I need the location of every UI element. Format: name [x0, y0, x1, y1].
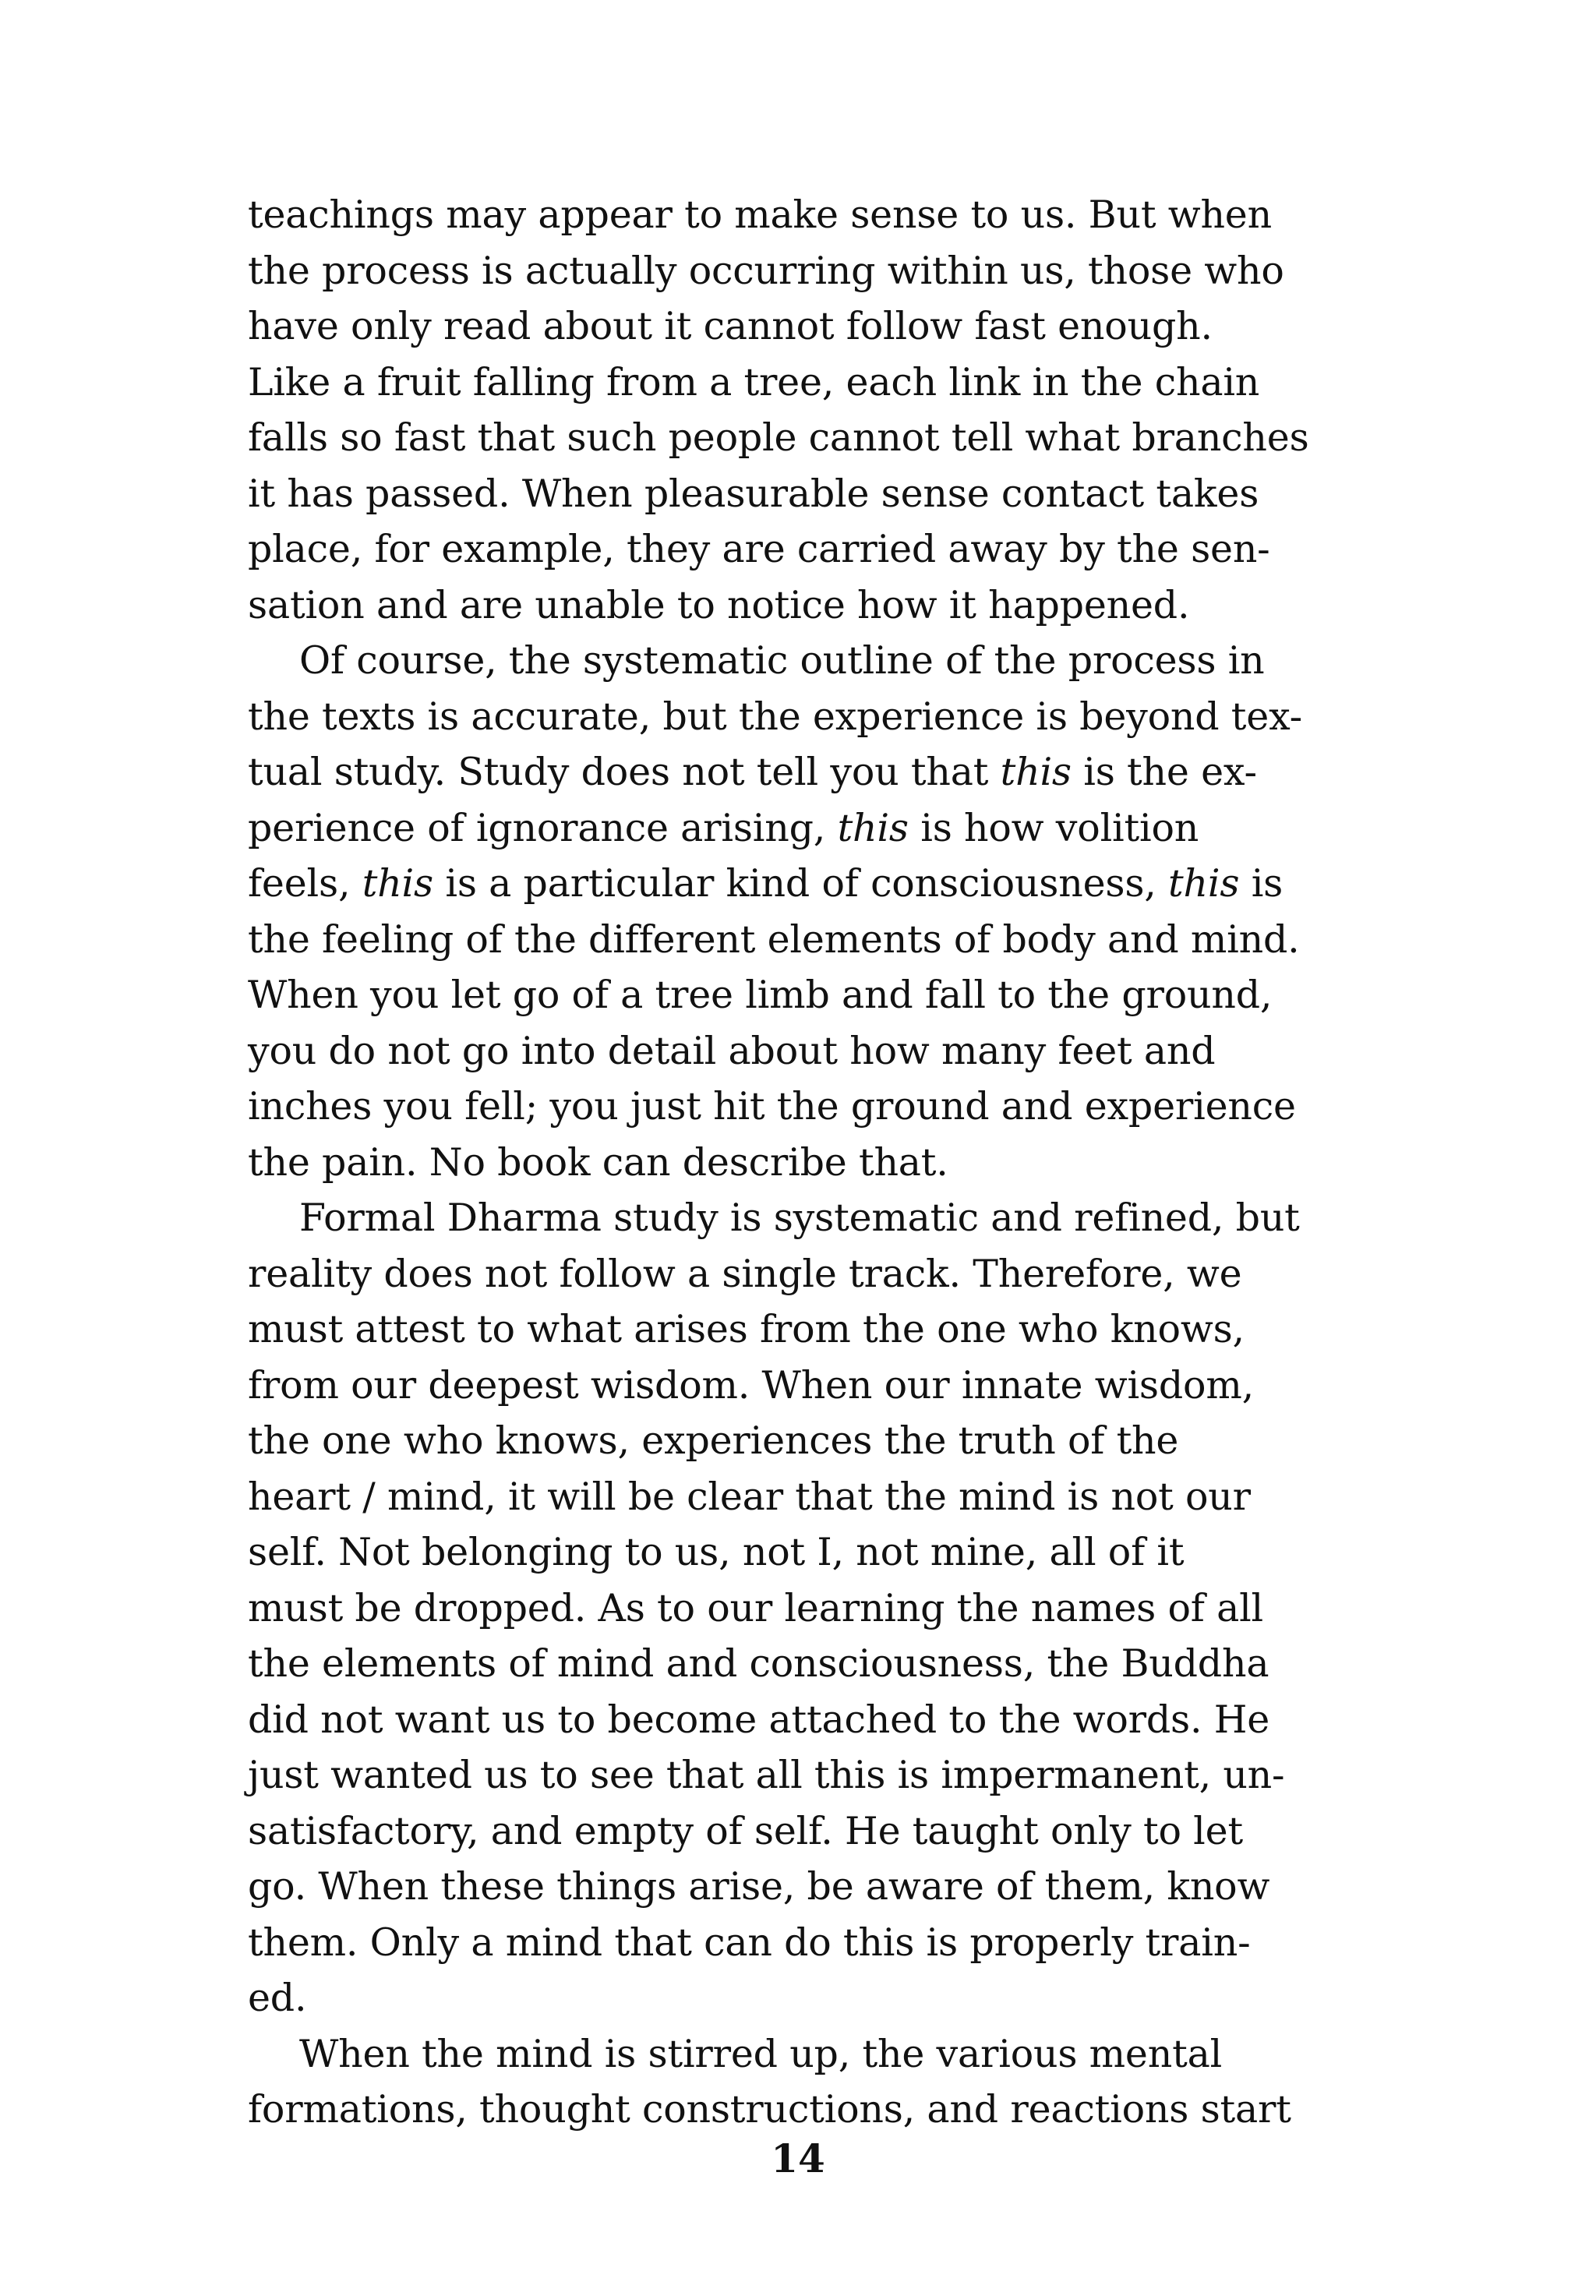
text-line: Of course, the systematic outline of the process in	[299, 638, 1265, 683]
text-line: ed.	[248, 1976, 307, 2020]
text-line	[248, 744, 1339, 800]
paragraph-3	[248, 1190, 1339, 2026]
text-segment: is the ex-	[1071, 750, 1257, 794]
text-line: self. Not belonging to us, not I, not mine, all of it	[248, 1530, 1185, 1574]
text-line	[248, 800, 1339, 857]
text-line: formations, thought constructions, and reactions start	[248, 2087, 1291, 2132]
text-line: them. Only a mind that can do this is properly train-	[248, 1920, 1251, 1965]
text-line: just wanted us to see that all this is impermanent, un-	[248, 1753, 1285, 1797]
text-line: go. When these things arise, be aware of them, know	[248, 1864, 1270, 1909]
body-text	[248, 187, 1339, 2138]
text-line: the elements of mind and consciousness, the Buddha	[248, 1641, 1269, 1686]
text-line	[248, 856, 1339, 912]
text-segment: is how volition	[908, 805, 1199, 850]
text-line: the texts is accurate, but the experience is beyond tex-	[248, 694, 1303, 739]
text-segment: perience of ignorance arising,	[248, 805, 838, 850]
paragraph-1	[248, 187, 1339, 633]
text-line: from our deepest wisdom. When our innate wisdom,	[248, 1362, 1254, 1408]
text-line: the pain. No book can describe that.	[248, 1139, 948, 1185]
emphasis: this	[837, 805, 909, 850]
text-segment: is	[1239, 861, 1284, 906]
text-line: When the mind is stirred up, the various mental	[299, 2031, 1223, 2076]
page-number: 14	[771, 2135, 825, 2181]
paragraph-4	[248, 2026, 1339, 2138]
text-line: it has passed. When pleasurable sense contact takes	[248, 471, 1259, 516]
text-line: the feeling of the different elements of body and mind.	[248, 917, 1300, 962]
text-segment: tual study. Study does not tell you that	[248, 750, 1001, 794]
text-line: reality does not follow a single track. Therefore, we	[248, 1251, 1242, 1296]
text-line: did not want us to become attached to the words. He	[248, 1697, 1270, 1742]
text-line: sation and are unable to notice how it happened.	[248, 582, 1190, 627]
text-segment: feels,	[248, 861, 362, 906]
emphasis: this	[1000, 750, 1072, 794]
text-line: place, for example, they are carried away by the sen-	[248, 527, 1270, 571]
text-line: the one who knows, experiences the truth of the	[248, 1418, 1179, 1463]
text-line: When you let go of a tree limb and fall to the ground,	[248, 973, 1273, 1017]
text-line: must attest to what arises from the one who knows,	[248, 1307, 1245, 1351]
text-line: Like a fruit falling from a tree, each link in the chain	[248, 359, 1260, 404]
text-line: inches you fell; you just hit the ground and experience	[248, 1084, 1296, 1129]
text-line: have only read about it cannot follow fast enough.	[248, 304, 1213, 348]
text-line: Formal Dharma study is systematic and refined, but	[299, 1196, 1300, 1240]
text-line: teachings may appear to make sense to us. But when	[248, 193, 1272, 237]
text-line: satisfactory, and empty of self. He taught only to let	[248, 1808, 1243, 1853]
text-line: you do not go into detail about how many feet and	[248, 1028, 1216, 1073]
text-line: falls so fast that such people cannot tell what branches	[248, 415, 1309, 460]
text-segment: is a particular kind of consciousness,	[433, 861, 1169, 906]
emphasis: this	[1168, 861, 1240, 906]
text-line: must be dropped. As to our learning the names of all	[248, 1585, 1264, 1630]
emphasis: this	[362, 861, 433, 906]
text-line: heart / mind, it will be clear that the mind is not our	[248, 1474, 1251, 1519]
text-line: the process is actually occurring within us, those who	[248, 248, 1284, 293]
paragraph-2	[248, 633, 1339, 1190]
